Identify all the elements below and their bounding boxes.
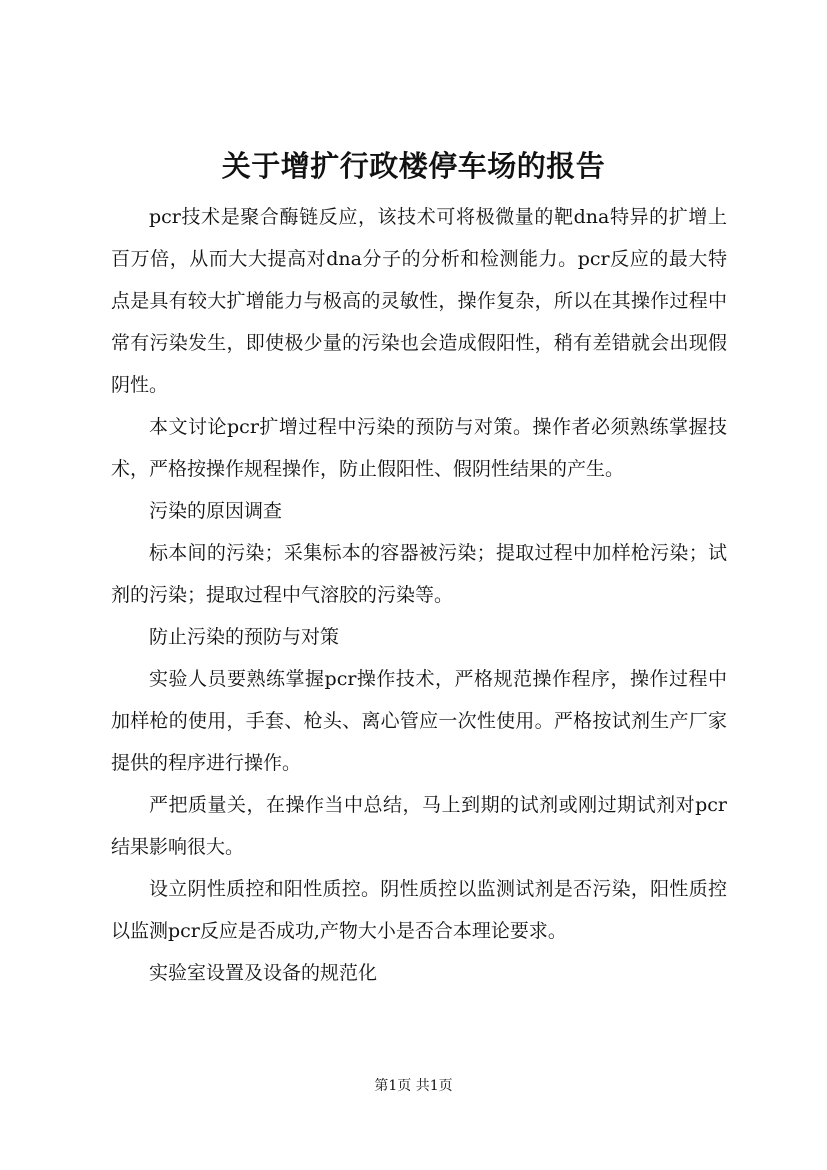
paragraph-quality-control: 严把质量关，在操作当中总结，马上到期的试剂或刚过期试剂对pcr结果影响很大。 <box>111 794 727 858</box>
document-body <box>111 196 727 994</box>
section-heading-lab-setup: 实验室设置及设备的规范化 <box>149 962 378 984</box>
paragraph-contamination-sources: 标本间的污染；采集标本的容器被污染；提取过程中加样枪污染；试剂的污染；提取过程中气溶胶的污染等。 <box>111 542 727 606</box>
section-heading-contamination-causes: 污染的原因调查 <box>149 500 283 522</box>
paragraph-operator-skills: 实验人员要熟练掌握pcr操作技术，严格规范操作程序，操作过程中加样枪的使用，手套、枪头、离心管应一次性使用。严格按试剂生产厂家提供的程序进行操作。 <box>111 668 727 774</box>
paragraph-discussion: 本文讨论pcr扩增过程中污染的预防与对策。操作者必须熟练掌握技术，严格按操作规程操作，防止假阳性、假阴性结果的产生。 <box>111 416 727 480</box>
page-footer: 第1页 共1页 <box>374 1078 453 1094</box>
section-heading-prevention: 防止污染的预防与对策 <box>149 626 340 648</box>
paragraph-intro: pcr技术是聚合酶链反应，该技术可将极微量的靶dna特异的扩增上百万倍，从而大大提高对dna分子的分析和检测能力。pcr反应的最大特点是具有较大扩增能力与极高的灵敏性，操作复杂，所以在其操作过程中常有污染发生，即使极少量的污染也会造成假阳性，稍有差错就会出现假阴性。 <box>111 206 727 396</box>
paragraph-controls: 设立阴性质控和阳性质控。阴性质控以监测试剂是否污染，阳性质控以监测pcr反应是否成功,产物大小是否合本理论要求。 <box>111 878 727 942</box>
document-title: 关于增扩行政楼停车场的报告 <box>221 149 606 183</box>
